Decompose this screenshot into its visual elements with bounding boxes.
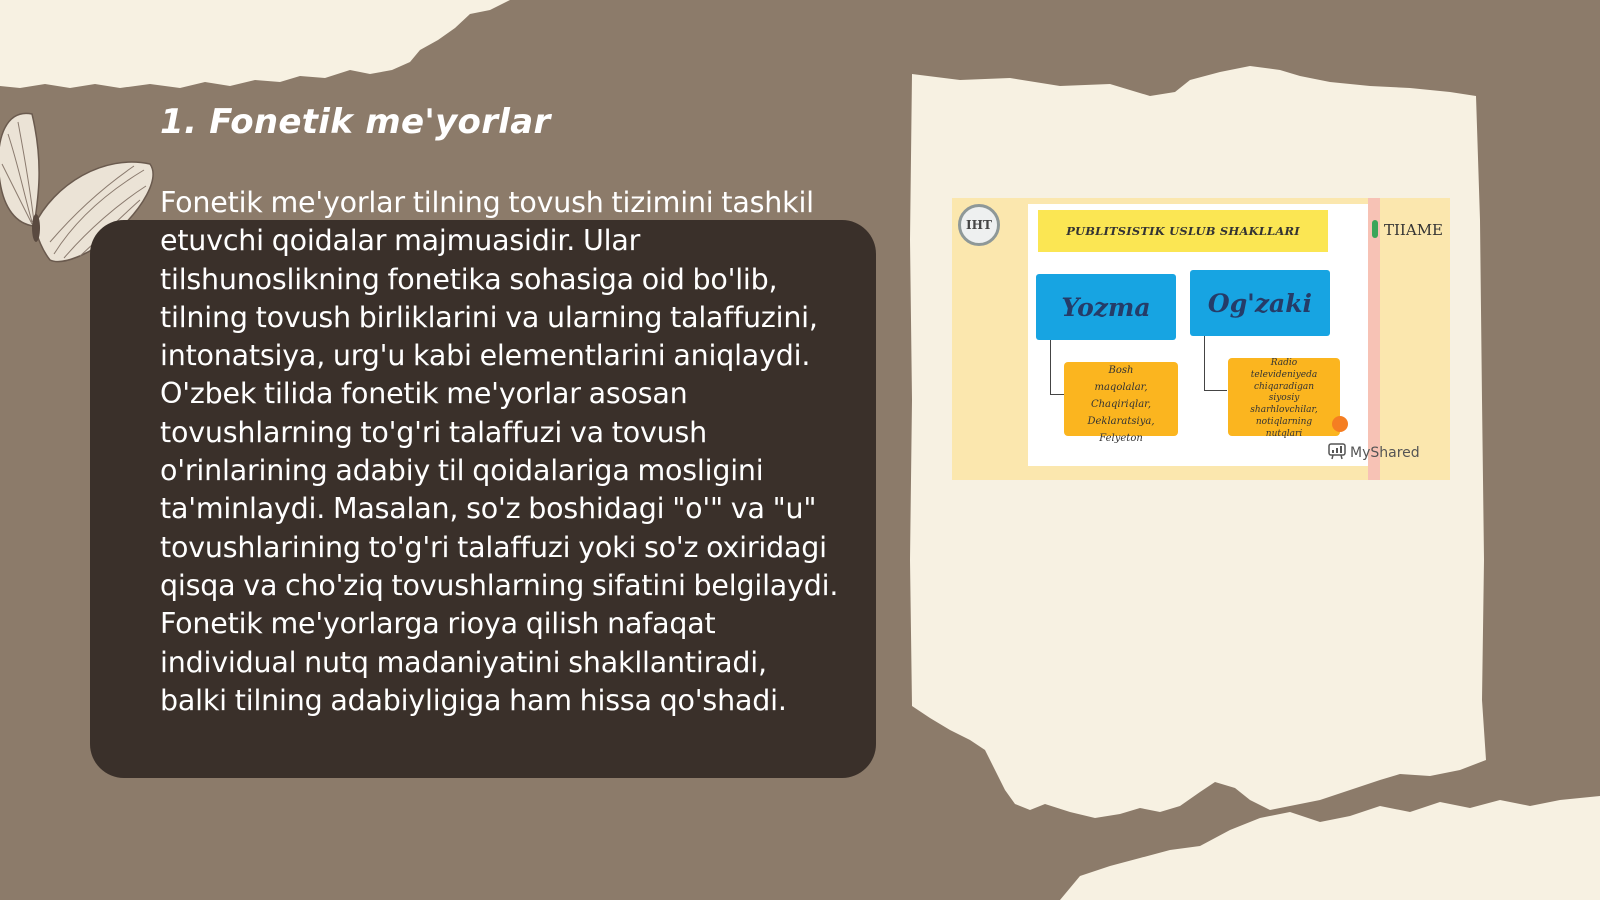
- myshared-label: MyShared: [1350, 445, 1420, 461]
- oral-item: notiqlarning: [1255, 416, 1313, 427]
- connector-line: [1204, 336, 1227, 391]
- category-oral: Og'zaki: [1190, 270, 1330, 336]
- oral-item: nutqlari: [1265, 428, 1303, 439]
- slide-body-text: Fonetik me'yorlar tilning tovush tizimini tashkil etuvchi qoidalar majmuasidir. Ular tilshunoslikning fonetika sohasiga oid bo'lib, tilning tovush birliklarini va ularning talaffuzini, intonatsiya, urg'u kabi elementlarini aniqlaydi. O'zbek tilida fonetik me'yorlar asosan tovushlarning to'g'ri talaffuzi va tovush o'rinlarining adabiy til qoidalariga mosligini ta'minlaydi. Masalan, so'z boshidagi "o'" va "u" tovushlarining to'g'ri talaffuzi yoki so'z oxiridagi qisqa va cho'ziq tovushlarning sifatini belgilaydi. Fonetik me'yorlarga rioya qilish nafaqat individual nutq madaniyatini shakllantiradi, balki tilning adabiyligiga ham hissa qo'shadi.: [160, 186, 839, 717]
- tiiame-logo-icon: [1372, 220, 1378, 238]
- written-item: Deklaratsiya,: [1087, 416, 1155, 427]
- orange-dot: [1332, 416, 1348, 432]
- oral-item: chiqaradigan: [1253, 381, 1315, 392]
- written-items-box: [1064, 362, 1178, 444]
- diagram-side-strip: [1368, 198, 1380, 480]
- written-item: Chaqiriqlar,: [1090, 399, 1152, 410]
- tiiame-label: TIIAME: [1384, 221, 1443, 239]
- embedded-diagram-image: [952, 198, 1450, 480]
- written-item: maqolalar,: [1094, 382, 1148, 393]
- category-written: Yozma: [1036, 274, 1176, 340]
- diagram-banner: PUBLITSISTIK USLUB SHAKLLARI: [1038, 210, 1328, 252]
- myshared-logo-icon: [1328, 442, 1346, 460]
- slide-title: 1. Fonetik me'yorlar: [160, 102, 551, 142]
- written-item: Bosh: [1108, 365, 1134, 376]
- oral-items-box: [1228, 358, 1340, 439]
- connector-line: [1050, 340, 1065, 395]
- iht-badge-icon: IHT: [958, 204, 1000, 246]
- oral-item: televideniyeda: [1250, 369, 1318, 380]
- oral-item: siyosiy: [1268, 393, 1300, 404]
- tiiame-logo: [1372, 220, 1443, 239]
- oral-item: Radio: [1270, 358, 1298, 368]
- myshared-watermark: [1328, 442, 1420, 461]
- oral-item: sharhlovchilar,: [1250, 405, 1318, 416]
- written-item: Felyeton: [1099, 433, 1143, 444]
